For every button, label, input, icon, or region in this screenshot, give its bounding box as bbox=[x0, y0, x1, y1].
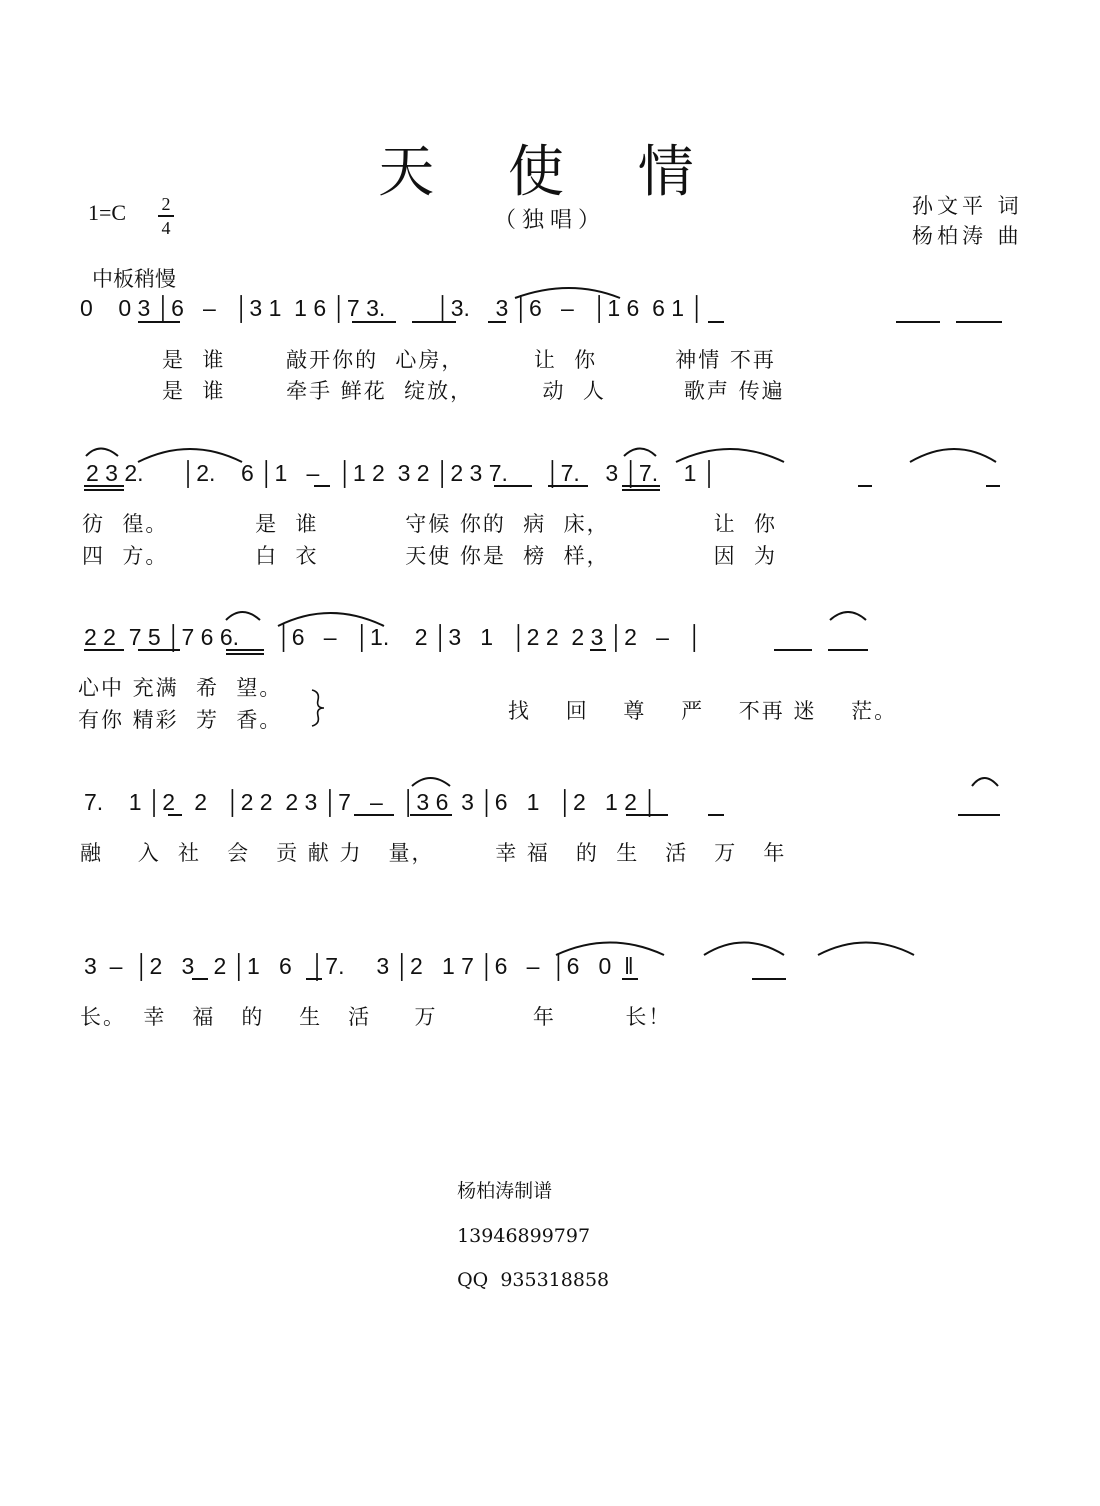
tie-row4-a bbox=[412, 778, 450, 786]
lyrics-row-3-chorus: 找 回 尊 严 不再 迷 茫。 bbox=[508, 699, 898, 723]
lyrics-row-3-verse-2: 有你 精彩 芳 香。 bbox=[78, 708, 283, 732]
notation-row-2: 2 3 2. │2. 6 │1 – │1 2 3 2 │2 3 7. │7. 3 │7. 1 │ bbox=[86, 460, 718, 486]
notation-row-1: 0 0 3 │6 – │3 1 1 6 │7 3. │3. 3 │6 – │1 6 6 1 │ bbox=[80, 295, 705, 321]
lyrics-row-2-verse-2: 四 方。 白 衣 天使 你是 榜 样， 因 为 bbox=[82, 544, 778, 568]
tie-row2-e bbox=[910, 449, 996, 462]
lyrics-row-5: 长。 幸 福 的 生 活 万 年 长！ bbox=[80, 1005, 672, 1029]
key-signature: 1=C bbox=[88, 200, 127, 225]
tie-row2-a bbox=[86, 449, 118, 457]
tie-row2-c bbox=[624, 449, 656, 457]
tie-row4-b bbox=[972, 778, 998, 786]
transcriber-phone: 13946899797 bbox=[457, 1225, 591, 1247]
performance-type: （独唱） bbox=[493, 208, 606, 233]
transcriber-credit: 杨柏涛制谱 bbox=[457, 1180, 553, 1202]
song-title: 天 使 情 bbox=[378, 140, 722, 205]
tie-row3-a bbox=[226, 612, 260, 620]
lyrics-row-1-verse-1: 是 谁 敲开你的 心房， 让 你 神情 不再 bbox=[162, 348, 776, 372]
notation-row-5: 3 – │2 3 2 │1 6 │7. 3 │2 1 7 │6 – │6 0 ‖ bbox=[84, 953, 634, 979]
time-signature-bottom: 4 bbox=[161, 218, 171, 238]
lyrics-row-1-verse-2: 是 谁 牵手 鲜花 绽放， 动 人 歌声 传遍 bbox=[162, 379, 785, 403]
notation-row-4: 7. 1 │2 2 │2 2 2 3 │7 – │3 6 3 │6 1 │2 1 2 │ bbox=[84, 789, 658, 815]
lyrics-row-3-verse-1: 心中 充满 希 望。 bbox=[78, 676, 283, 700]
notation-row-3: 2 2 7 5 │7 6 6. │6 – │1. 2 │3 1 │2 2 2 3 │2 – │ bbox=[84, 624, 703, 650]
transcriber-footer bbox=[445, 1154, 609, 1291]
transcriber-qq: QQ 935318858 bbox=[457, 1269, 610, 1291]
lyricist-credit: 孙文平 词 bbox=[912, 194, 1023, 218]
lyrics-row-2-verse-1: 彷 徨。 是 谁 守候 你的 病 床， 让 你 bbox=[82, 512, 778, 536]
tie-row3-c bbox=[830, 612, 866, 620]
composer-credit: 杨柏涛 曲 bbox=[912, 224, 1023, 248]
lyrics-row-4: 融 入 社 会 贡 献 力 量， 幸 福 的 生 活 万 年 bbox=[80, 841, 787, 865]
tie-row5-c bbox=[818, 943, 914, 956]
time-signature-top: 2 bbox=[161, 194, 171, 214]
tempo-marking: 中板稍慢 bbox=[92, 267, 176, 291]
tie-row5-b bbox=[704, 943, 784, 956]
